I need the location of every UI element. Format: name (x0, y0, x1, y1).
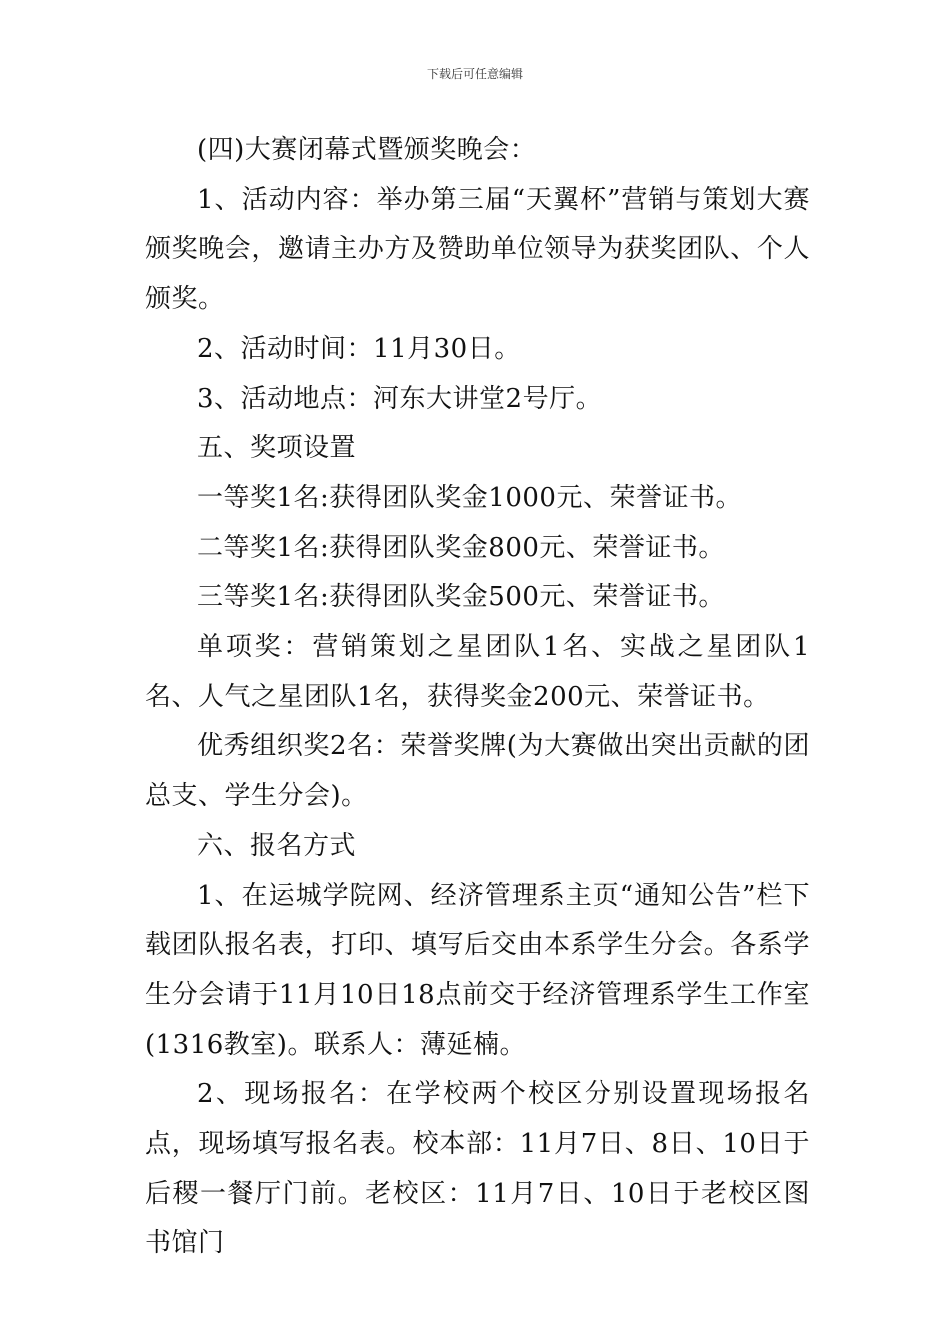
page-header-note: 下载后可任意编辑 (426, 67, 523, 81)
paragraph-onsite-registration: 2、现场报名：在学校两个校区分别设置现场报名点，现场填写报名表。校本部：11月7日、8日、10日于后稷一餐厅门前。老校区：11月7日、10日于老校区图书馆门 (145, 1079, 810, 1259)
paragraph-individual-awards: 单项奖：营销策划之星团队1名、实战之星团队1名、人气之星团队1名，获得奖金200元、荣誉证书。 (145, 632, 810, 712)
paragraph-organization-award: 优秀组织奖2名：荣誉奖牌(为大赛做出突出贡献的团总支、学生分会)。 (145, 731, 810, 812)
paragraph-online-registration: 1、在运城学院网、经济管理系主页“通知公告”栏下载团队报名表，打印、填写后交由本系学生分会。各系学生分会请于11月10日18点前交于经济管理系学生工作室(1316教室)。联系人：薄延楠。 (145, 880, 810, 1060)
paragraph-activity-content: 1、活动内容：举办第三届“天翼杯”营销与策划大赛颁奖晚会，邀请主办方及赞助单位领导为获奖团队、个人颁奖。 (145, 184, 810, 315)
paragraph-second-prize: 二等奖1名:获得团队奖金800元、荣誉证书。 (197, 532, 725, 563)
section-heading-awards: 五、奖项设置 (197, 433, 357, 464)
paragraph-activity-time: 2、活动时间：11月30日。 (197, 333, 521, 364)
paragraph-third-prize: 三等奖1名:获得团队奖金500元、荣誉证书。 (197, 582, 725, 613)
paragraph-first-prize: 一等奖1名:获得团队奖金1000元、荣誉证书。 (197, 482, 742, 513)
section-heading-registration: 六、报名方式 (197, 830, 357, 861)
document-body (145, 126, 810, 1269)
section-heading-closing-ceremony: (四)大赛闭幕式暨颁奖晚会： (197, 135, 537, 165)
paragraph-activity-location: 3、活动地点：河东大讲堂2号厅。 (197, 383, 603, 414)
